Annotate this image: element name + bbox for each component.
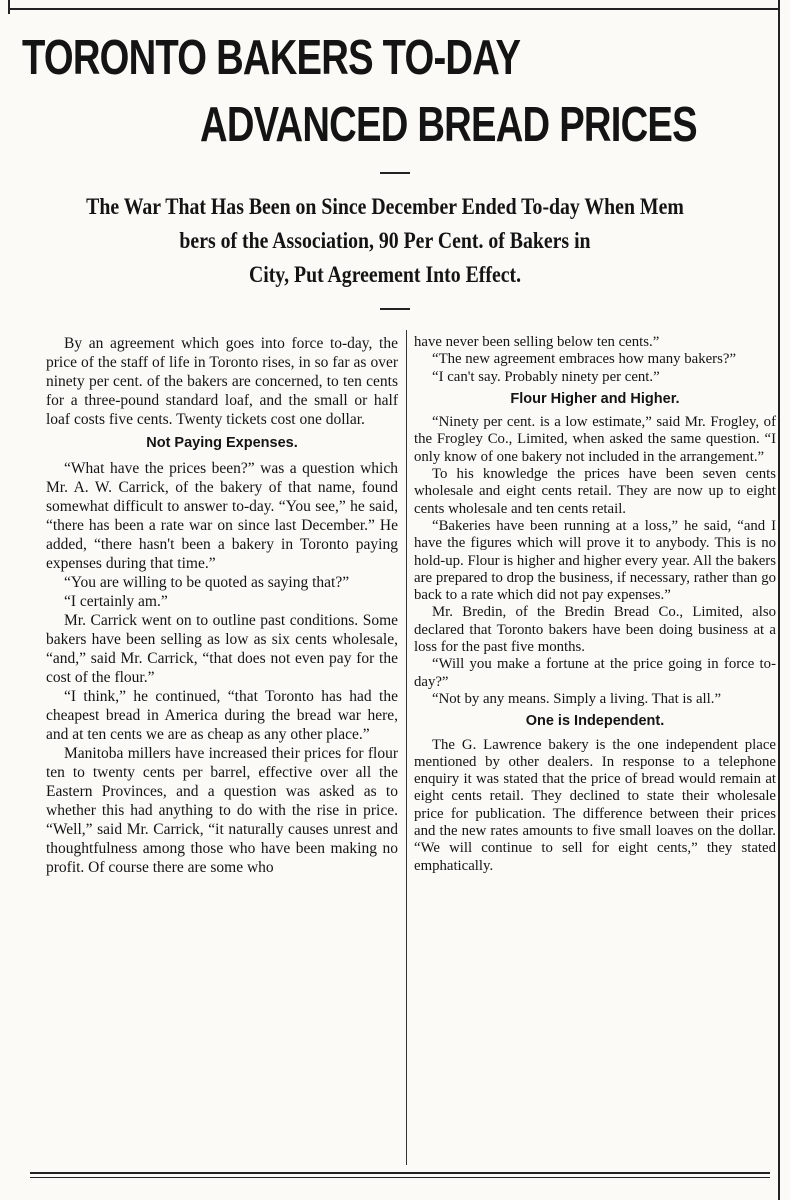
paragraph: “What have the prices been?” was a question which Mr. A. W. Carrick, of the bakery of that name, found somewhat difficult to answer to-day. “You see,” he said, “there has been a rate war on since last December.” He added, “there hasn't been a bakery in Toronto paying expenses during that time.” [46,460,398,572]
paragraph: “Not by any means. Simply a living. That is all.” [432,690,722,707]
deck-line-2: bers of the Association, 90 Per Cent. of Bakers in [179,228,591,253]
paragraph: Mr. Carrick went on to outline past conditions. Some bakers have been selling as low as six cents wholesale, “and,” said Mr. Carrick, “that does not even pay for the cost of the flour.” [46,612,398,686]
deck [0,190,770,292]
paragraph: “I certainly am.” [64,593,168,610]
paragraph: “You are willing to be quoted as saying that?” [64,574,350,591]
column-rule [406,330,407,1165]
headline-rule [380,172,410,174]
top-rule [8,8,780,10]
paragraph: “The new agreement embraces how many bakers?” [432,351,737,368]
subheading-not-paying-expenses: Not Paying Expenses. [146,435,298,451]
subheading-one-is-independent: One is Independent. [525,713,665,730]
paragraph: “Ninety per cent. is a low estimate,” said Mr. Frogley, of the Frogley Co., Limited, when asked the same question. “I only know of one bakery not included in the arrangement.” [414,414,776,465]
paragraph: “Will you make a fortune at the price going in force to-day?” [414,656,776,690]
paragraph: By an agreement which goes into force to-day, the price of the staff of life in Toronto rises, in so far as over ninety per cent. of the bakers are concerned, to ten cents for a three-pound standard loaf, and the small or half loaf costs five cents. Twenty tickets cost one dollar. [46,335,398,428]
deck-rule [380,308,410,310]
paragraph: “Bakeries have been running at a loss,” he said, “and I have the figures which will prove it to anybody. This is no hold-up. Flour is higher and higher every year. All the bakers are prepared to drop the business, if necessary, rather than go back to a rate which did not pay expenses.” [414,517,776,604]
headline-line-1: TORONTO BAKERS TO-DAY [22,31,521,85]
headline-line-2: ADVANCED BREAD PRICES [200,98,697,152]
paragraph: have never been selling below ten cents.” [414,334,660,350]
top-left-rule [8,0,10,14]
paragraph: The G. Lawrence bakery is the one independent place mentioned by other dealers. In response to a telephone enquiry it was stated that the price of bread would remain at eight cents retail. They declined to state their wholesale price for publication. The difference between their prices and the new rates amounts to five small loaves on the dollar. “We will continue to sell for eight cents,” they stated emphatically. [414,736,776,874]
paragraph: To his knowledge the prices have been seven cents wholesale and eight cents retail. They are now up to eight cents wholesale and ten cents retail. [414,466,776,517]
paragraph: Manitoba millers have increased their prices for flour ten to twenty cents per barrel, effective over all the Eastern Provinces, and a question was asked as to whether this had anything to do with the rise in price. “Well,” said Mr. Carrick, “it naturally causes unrest and thoughtfulness among those who have been making no profit. Of course there are some who [46,745,398,876]
bottom-rule-2 [30,1177,770,1178]
right-column [414,334,776,875]
deck-line-3: City, Put Agreement Into Effect. [248,262,522,287]
deck-line-1: The War That Has Been on Since December Ended To-day When Mem [86,194,684,219]
paragraph: “I think,” he continued, “that Toronto has had the cheapest bread in America during the bread war here, and at ten cents we are as cheap as any other place.” [46,688,398,743]
subheading-flour-higher: Flour Higher and Higher. [510,390,680,407]
paragraph: Mr. Bredin, of the Bredin Bread Co., Limited, also declared that Toronto bakers have been doing business at a loss for the past five months. [414,604,776,656]
paragraph: “I can't say. Probably ninety per cent.” [432,368,660,385]
bottom-rule-1 [30,1172,770,1174]
left-column [46,334,398,877]
